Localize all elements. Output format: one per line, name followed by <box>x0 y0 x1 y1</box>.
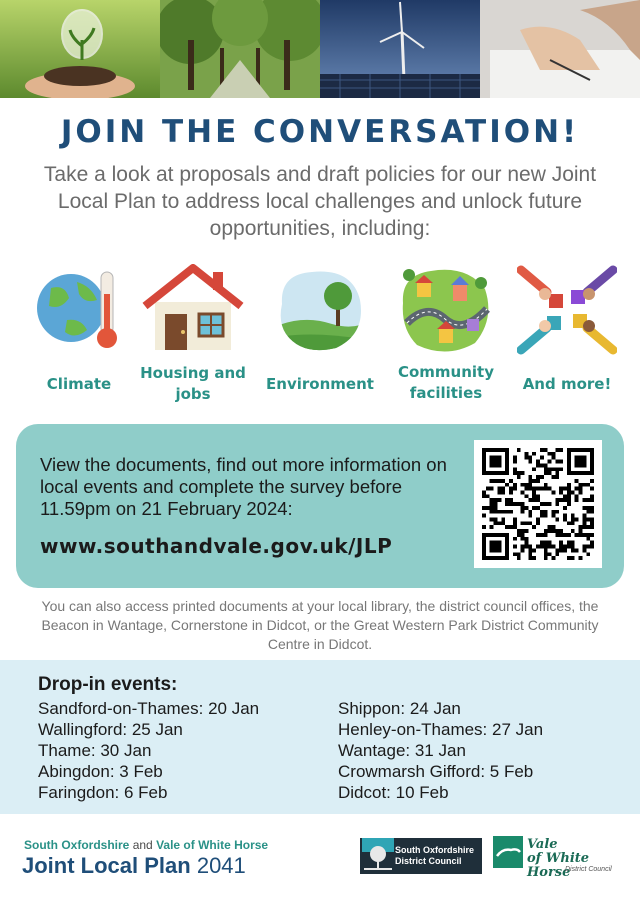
village-map-icon <box>391 258 501 362</box>
hands-documents-photo <box>480 0 640 98</box>
event-item: Wantage: 31 Jan <box>338 741 466 760</box>
event-item: Wallingford: 25 Jan <box>38 720 183 739</box>
topic-label: And more! <box>522 375 612 393</box>
event-item: Sandford-on-Thames: 20 Jan <box>38 699 260 718</box>
puzzle-hands-icon <box>512 258 622 362</box>
event-item: Crowmarsh Gifford: 5 Feb <box>338 762 534 781</box>
seedling-bulb-photo <box>0 0 160 98</box>
cta-text: View the documents, find out more information on local events and complete the survey before 11.59pm on 21 February 2024: <box>40 454 447 519</box>
events-list-left <box>38 698 259 803</box>
vale-logo-subtitle: District Council <box>565 866 612 873</box>
intro-text: Take a look at proposals and draft policies for our new Joint Local Plan to address local challenges and unlock future opportunities, including: <box>43 163 597 240</box>
topic-label: Housing and jobs <box>140 364 246 403</box>
drop-in-events-panel <box>0 660 640 814</box>
tree-landscape-icon <box>265 258 375 362</box>
website-link[interactable]: www.southandvale.gov.uk/JLP <box>40 534 393 558</box>
south-oxfordshire-logo <box>360 838 482 874</box>
wind-turbine-solar-photo <box>320 0 480 98</box>
event-item: Faringdon: 6 Feb <box>38 783 168 802</box>
events-list-right <box>338 698 543 803</box>
logo-line: of White Horse <box>527 851 590 880</box>
council-and: and <box>132 838 153 852</box>
library-note: You can also access printed documents at your local library, the district council offices, the Beacon in Wantage, Cornerstone in Didcot, or the Great Western Park District Community Centre in Didcot. <box>41 598 599 652</box>
logo-line: Vale <box>527 837 558 852</box>
logo-line: South Oxfordshire <box>395 845 475 855</box>
footer-councils <box>24 838 268 852</box>
event-item: Didcot: 10 Feb <box>338 783 449 802</box>
topic-community <box>391 258 501 402</box>
council-south-oxfordshire: South Oxfordshire <box>24 838 130 852</box>
white-horse-icon <box>493 836 523 868</box>
event-item: Abingdon: 3 Feb <box>38 762 163 781</box>
topic-label: Climate <box>46 375 112 393</box>
vale-logo-name <box>527 838 623 880</box>
topic-housing <box>138 258 248 403</box>
council-vale: Vale of White Horse <box>156 838 269 852</box>
topic-label: Community facilities <box>397 363 495 402</box>
topic-environment <box>265 258 375 393</box>
globe-thermometer-icon <box>24 258 134 362</box>
topic-more <box>512 258 622 393</box>
event-item: Thame: 30 Jan <box>38 741 152 760</box>
plan-year: 2041 <box>196 853 246 878</box>
call-to-action-box <box>16 424 624 588</box>
page-title: JOIN THE CONVERSATION! <box>60 114 580 150</box>
tree-avenue-photo <box>160 0 320 98</box>
south-oxfordshire-logo-text <box>395 845 474 867</box>
topics-row <box>0 258 640 408</box>
event-item: Henley-on-Thames: 27 Jan <box>338 720 544 739</box>
vale-of-white-horse-logo <box>493 836 623 880</box>
header-photo-strip <box>0 0 640 98</box>
topic-climate <box>24 258 134 393</box>
plan-title <box>22 853 246 879</box>
event-item: Shippon: 24 Jan <box>338 699 461 718</box>
topic-label: Environment <box>266 375 374 393</box>
logo-line: District Council <box>395 856 462 866</box>
tree-logo-icon <box>362 838 394 874</box>
events-title: Drop-in events: <box>38 674 178 695</box>
qr-code[interactable] <box>474 440 602 568</box>
house-icon <box>138 258 248 362</box>
plan-name: Joint Local Plan <box>22 853 191 878</box>
